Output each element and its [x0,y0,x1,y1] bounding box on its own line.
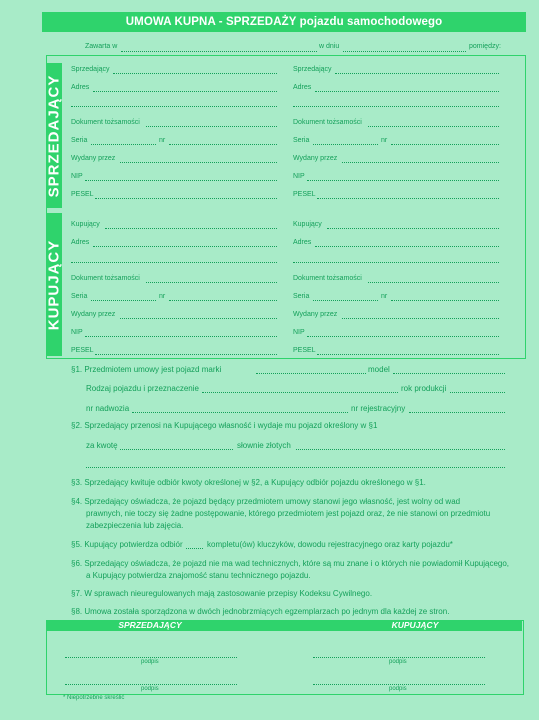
buyer1-name-field[interactable] [105,228,277,229]
seller2-address-label: Adres [293,84,312,91]
seller2-name-field[interactable] [335,73,499,74]
buyer-vertical-label [46,213,62,356]
vehicle-make-field[interactable] [256,373,366,374]
seller-vertical-label [46,63,62,208]
seller2-pesel-field[interactable] [317,198,499,199]
clause-1-vin: nr nadwozia [86,404,130,413]
buyer1-document-label: Dokument tożsamości [71,275,140,282]
seller-signature2-line[interactable] [65,684,237,685]
intro-w-dniu: w dniu [319,43,340,50]
buyer1-series-field[interactable] [91,300,156,301]
registration-field[interactable] [409,412,505,413]
clause-3-text: §3. Sprzedający kwituje odbiór kwoty określonej w §2, a Kupujący odbiór pojazdu określonego w §1. [71,478,426,487]
seller-vertical-text: SPRZEDAJĄCY [45,74,63,197]
place-field[interactable] [121,51,317,52]
buyer2-name-field[interactable] [327,228,499,229]
signature-header [46,620,522,631]
buyer2-issued-field[interactable] [342,318,499,319]
seller2-series-label: Seria [293,137,310,144]
seller1-name-field[interactable] [113,73,277,74]
parties-top-rule [46,55,524,56]
vin-field[interactable] [132,412,348,413]
clause-2-amount: za kwotę [86,441,118,450]
buyer2-pesel-label: PESEL [293,347,316,354]
buyer1-nr-field[interactable] [169,300,277,301]
seller1-address2-field[interactable] [71,106,277,107]
buyer2-nr-label: nr [381,293,388,300]
clause-5-rest: kompletu(ów) kluczyków, dowodu rejestracyjnego oraz karty pojazdu* [207,540,453,549]
seller2-nr-label: nr [381,137,388,144]
clause-4-line3: zabezpieczenia lub zajęcia. [86,521,184,530]
seller1-nip-label: NIP [71,173,83,180]
buyer-vertical-text: KUPUJĄCY [45,239,63,330]
buyer2-series-label: Seria [293,293,310,300]
buyer2-document-label: Dokument tożsamości [293,275,362,282]
buyer2-nip-field[interactable] [307,336,499,337]
seller2-issued-field[interactable] [342,162,499,163]
seller1-document-label: Dokument tożsamości [71,119,140,126]
buyer1-pesel-field[interactable] [95,354,277,355]
seller2-document-field[interactable] [368,126,499,127]
seller1-document-field[interactable] [146,126,277,127]
buyer1-issued-field[interactable] [120,318,277,319]
clause-4-line2: prawnych, nie toczy się żadne postępowanie, którego przedmiotem jest pojazd oraz, że nie stanowi on przedmiotu [86,509,491,518]
seller2-address2-field[interactable] [293,106,499,107]
amount-field[interactable] [120,449,233,450]
buyer2-issued-label: Wydany przez [293,311,338,318]
buyer-signature2-line[interactable] [313,684,485,685]
buyer-signature1-line[interactable] [313,657,485,658]
seller1-nr-label: nr [159,137,166,144]
buyer2-document-field[interactable] [368,282,499,283]
seller2-address-field[interactable] [315,91,499,92]
clause-1-type: Rodzaj pojazdu i przeznaczenie [86,384,199,393]
buyer1-series-label: Seria [71,293,88,300]
seller2-nip-field[interactable] [307,180,499,181]
buyer2-pesel-field[interactable] [317,354,499,355]
seller-signature1-line[interactable] [65,657,237,658]
date-field[interactable] [343,51,466,52]
buyer2-address-field[interactable] [315,246,499,247]
buyer2-address2-field[interactable] [293,262,499,263]
seller1-label: Sprzedający [71,66,110,73]
clause-6-line2: a Kupujący potwierdza znajomość stanu technicznego pojazdu. [86,571,311,580]
buyer2-label: Kupujący [293,221,322,228]
seller1-issued-field[interactable] [120,162,277,163]
keys-count-field[interactable] [186,548,203,549]
buyer2-nr-field[interactable] [391,300,499,301]
seller1-nr-field[interactable] [169,144,277,145]
clause-6-line1: §6. Sprzedający oświadcza, że pojazd nie ma wad technicznych, które są mu znane i o których nie powiadomił Kupującego, [71,559,510,568]
footnote: * Niepotrzebne skreślić [63,695,125,701]
parties-box [46,55,526,359]
seller2-document-label: Dokument tożsamości [293,119,362,126]
signature-seller-label: SPRZEDAJĄCY [118,620,182,630]
seller2-nr-field[interactable] [391,144,499,145]
intro-zawarta: Zawarta w [85,43,118,50]
buyer1-issued-label: Wydany przez [71,311,116,318]
seller1-address-field[interactable] [93,91,277,92]
seller1-nip-field[interactable] [85,180,277,181]
clause-2-text: §2. Sprzedający przenosi na Kupującego własność i wydaje mu pojazd określony w §1 [71,421,378,430]
clause-2-words: słownie złotych [237,441,291,450]
document-title: UMOWA KUPNA - SPRZEDAŻY pojazdu samochodowego [42,12,526,32]
amount-words2-field[interactable] [86,467,505,468]
signature-buyer-label: KUPUJĄCY [391,620,439,630]
buyer2-address-label: Adres [293,239,312,246]
clause-1-text: §1. Przedmiotem umowy jest pojazd marki [71,365,222,374]
seller2-series-field[interactable] [313,144,378,145]
buyer1-label: Kupujący [71,221,100,228]
buyer1-document-field[interactable] [146,282,277,283]
seller-signature2-caption: podpis [141,686,159,692]
buyer2-series-field[interactable] [313,300,378,301]
vehicle-type-field[interactable] [202,392,398,393]
clause-5-text: §5. Kupujący potwierdza odbiór [71,540,183,549]
clause-1-model: model [368,365,390,374]
seller1-series-label: Seria [71,137,88,144]
clause-1-registration: nr rejestracyjny [351,404,406,413]
amount-words-field[interactable] [296,449,505,450]
seller1-pesel-field[interactable] [95,198,277,199]
clause-1-year: rok produkcji [401,384,447,393]
buyer1-address-field[interactable] [93,246,277,247]
seller1-issued-label: Wydany przez [71,155,116,162]
buyer1-nip-label: NIP [71,329,83,336]
buyer1-address2-field[interactable] [71,262,277,263]
vehicle-model-field[interactable] [393,373,505,374]
buyer1-nip-field[interactable] [85,336,277,337]
clause-7-text: §7. W sprawach nieuregulowanych mają zastosowanie przepisy Kodeksu Cywilnego. [71,589,373,598]
clause-4-line1: §4. Sprzedający oświadcza, że pojazd będący przedmiotem umowy stanowi jego własność, jest wolny od wad [71,497,461,506]
buyer-signature1-caption: podpis [389,659,407,665]
seller2-label: Sprzedający [293,66,332,73]
seller-signature1-caption: podpis [141,659,159,665]
seller2-nip-label: NIP [293,173,305,180]
buyer1-address-label: Adres [71,239,90,246]
buyer2-nip-label: NIP [293,329,305,336]
intro-pomiedzy: pomiędzy: [469,43,501,50]
buyer1-nr-label: nr [159,293,166,300]
seller1-address-label: Adres [71,84,90,91]
clause-8-text: §8. Umowa została sporządzona w dwóch jednobrzmiących egzemplarzach po jednym dla każdej ze stron. [71,607,450,616]
seller2-pesel-label: PESEL [293,191,316,198]
production-year-field[interactable] [450,392,505,393]
seller1-series-field[interactable] [91,144,156,145]
seller1-pesel-label: PESEL [71,191,94,198]
seller2-issued-label: Wydany przez [293,155,338,162]
buyer-signature2-caption: podpis [389,686,407,692]
buyer1-pesel-label: PESEL [71,347,94,354]
